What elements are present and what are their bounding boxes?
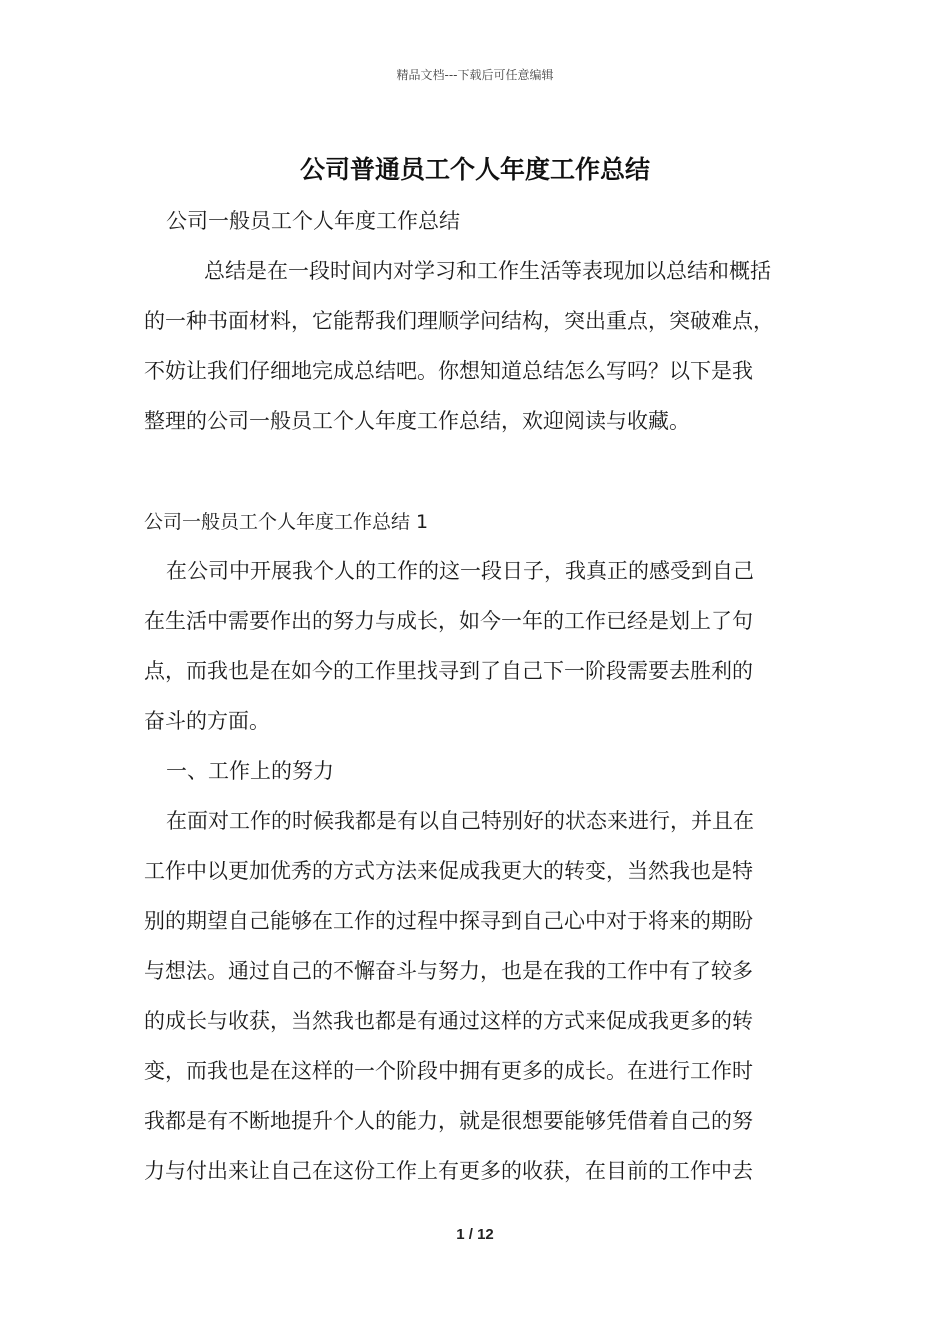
- subtitle: 公司一般员工个人年度工作总结: [166, 209, 460, 233]
- intro-line: 整理的公司一般员工个人年度工作总结，欢迎阅读与收藏。: [144, 409, 690, 433]
- paragraph-line: 在生活中需要作出的努力与成长，如今一年的工作已经是划上了句: [144, 609, 753, 633]
- page-number: 1 / 12: [456, 1226, 494, 1243]
- paragraph-line: 点，而我也是在如今的工作里找寻到了自己下一阶段需要去胜利的: [144, 659, 753, 683]
- paragraph-line: 变，而我也是在这样的一个阶段中拥有更多的成长。在进行工作时: [144, 1059, 753, 1083]
- section-heading: 公司一般员工个人年度工作总结 1: [144, 511, 429, 533]
- paragraph-line: 力与付出来让自己在这份工作上有更多的收获，在目前的工作中去: [144, 1159, 753, 1183]
- paragraph-line: 我都是有不断地提升个人的能力，就是很想要能够凭借着自己的努: [144, 1109, 753, 1133]
- paragraph-line: 与想法。通过自己的不懈奋斗与努力，也是在我的工作中有了较多: [144, 959, 753, 983]
- paragraph-line: 工作中以更加优秀的方式方法来促成我更大的转变，当然我也是特: [144, 859, 753, 883]
- paragraph-line: 在面对工作的时候我都是有以自己特别好的状态来进行，并且在: [166, 809, 754, 833]
- header-note: 精品文档---下载后可任意编辑: [396, 68, 554, 82]
- document-title: 公司普通员工个人年度工作总结: [299, 155, 650, 184]
- paragraph-line: 的成长与收获，当然我也都是有通过这样的方式来促成我更多的转: [144, 1009, 753, 1033]
- intro-line: 总结是在一段时间内对学习和工作生活等表现加以总结和概括: [204, 259, 771, 283]
- intro-line: 的一种书面材料，它能帮我们理顺学问结构，突出重点，突破难点，: [144, 309, 774, 333]
- paragraph-line: 别的期望自己能够在工作的过程中探寻到自己心中对于将来的期盼: [144, 909, 753, 933]
- subheading: 一、工作上的努力: [166, 759, 334, 783]
- intro-line: 不妨让我们仔细地完成总结吧。你想知道总结怎么写吗？以下是我: [144, 359, 753, 383]
- paragraph-line: 在公司中开展我个人的工作的这一段日子，我真正的感受到自己: [166, 559, 754, 583]
- paragraph-line: 奋斗的方面。: [144, 709, 270, 733]
